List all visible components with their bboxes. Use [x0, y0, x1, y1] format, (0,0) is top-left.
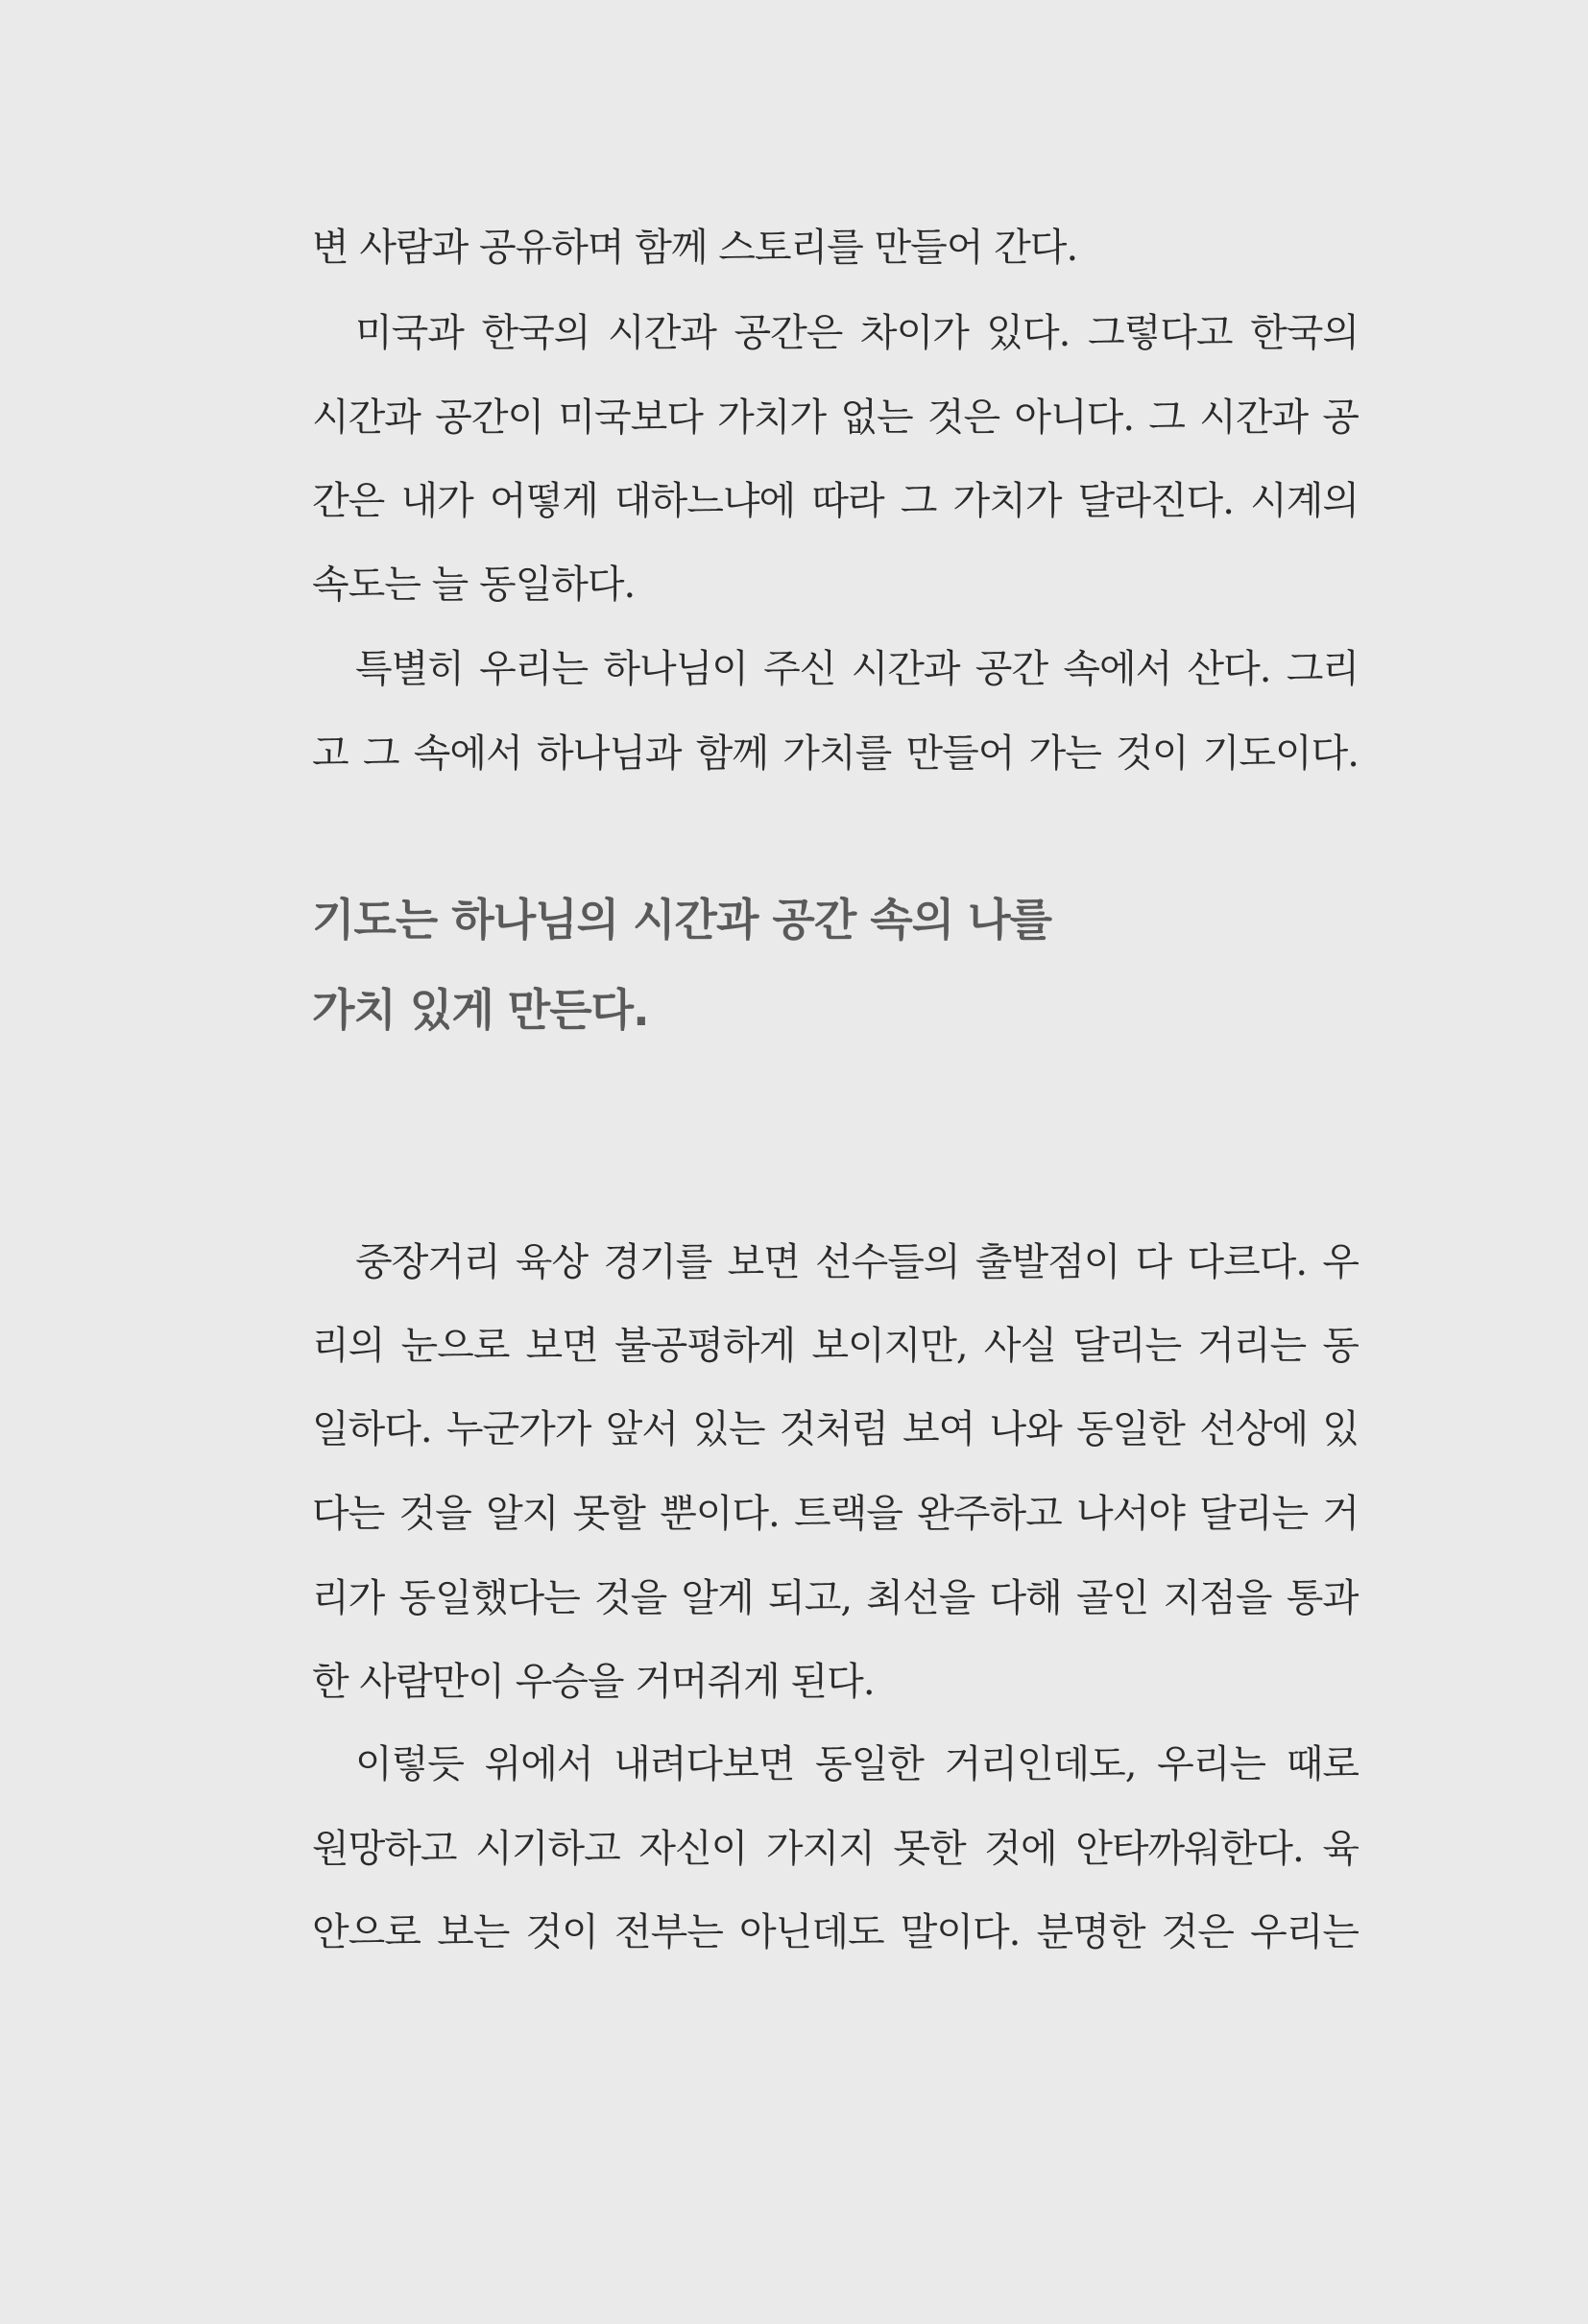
paragraph-line: 리가 동일했다는 것을 알게 되고, 최선을 다해 골인 지점을 통과 — [312, 1576, 1359, 1620]
paragraph-line: 리의 눈으로 보면 불공평하게 보이지만, 사실 달리는 거리는 동 — [312, 1324, 1359, 1368]
paragraph-line: 안으로 보는 것이 전부는 아닌데도 말이다. 분명한 것은 우리는 — [312, 1910, 1359, 1954]
paragraph-line: 일하다. 누군가가 앞서 있는 것처럼 보여 나와 동일한 선상에 있 — [312, 1407, 1359, 1451]
paragraph-line: 속도는 늘 동일하다. — [312, 563, 636, 607]
paragraph-line: 한 사람만이 우승을 거머쥐게 된다. — [312, 1660, 875, 1704]
section-heading-line-1: 기도는 하나님의 시간과 공간 속의 나를 — [312, 894, 1052, 946]
paragraph-line: 원망하고 시기하고 자신이 가지지 못한 것에 안타까워한다. 육 — [312, 1827, 1359, 1871]
section-heading-line-2: 가치 있게 만든다. — [312, 984, 649, 1036]
paragraph-line: 중장거리 육상 경기를 보면 선수들의 출발점이 다 다르다. 우 — [355, 1240, 1359, 1284]
paragraph-line: 특별히 우리는 하나님이 주신 시간과 공간 속에서 산다. 그리 — [355, 647, 1359, 691]
paragraph-line: 미국과 한국의 시간과 공간은 차이가 있다. 그렇다고 한국의 — [355, 311, 1359, 355]
paragraph-line: 시간과 공간이 미국보다 가치가 없는 것은 아니다. 그 시간과 공 — [312, 395, 1359, 440]
paragraph-line: 고 그 속에서 하나님과 함께 가치를 만들어 가는 것이 기도이다. — [312, 731, 1359, 776]
paragraph-line: 간은 내가 어떻게 대하느냐에 따라 그 가치가 달라진다. 시계의 — [312, 479, 1359, 523]
paragraph-line: 이렇듯 위에서 내려다보면 동일한 거리인데도, 우리는 때로 — [355, 1742, 1359, 1786]
paragraph-line: 다는 것을 알지 못할 뿐이다. 트랙을 완주하고 나서야 달리는 거 — [312, 1492, 1359, 1536]
paragraph-line: 변 사람과 공유하며 함께 스토리를 만들어 간다. — [312, 226, 1078, 270]
